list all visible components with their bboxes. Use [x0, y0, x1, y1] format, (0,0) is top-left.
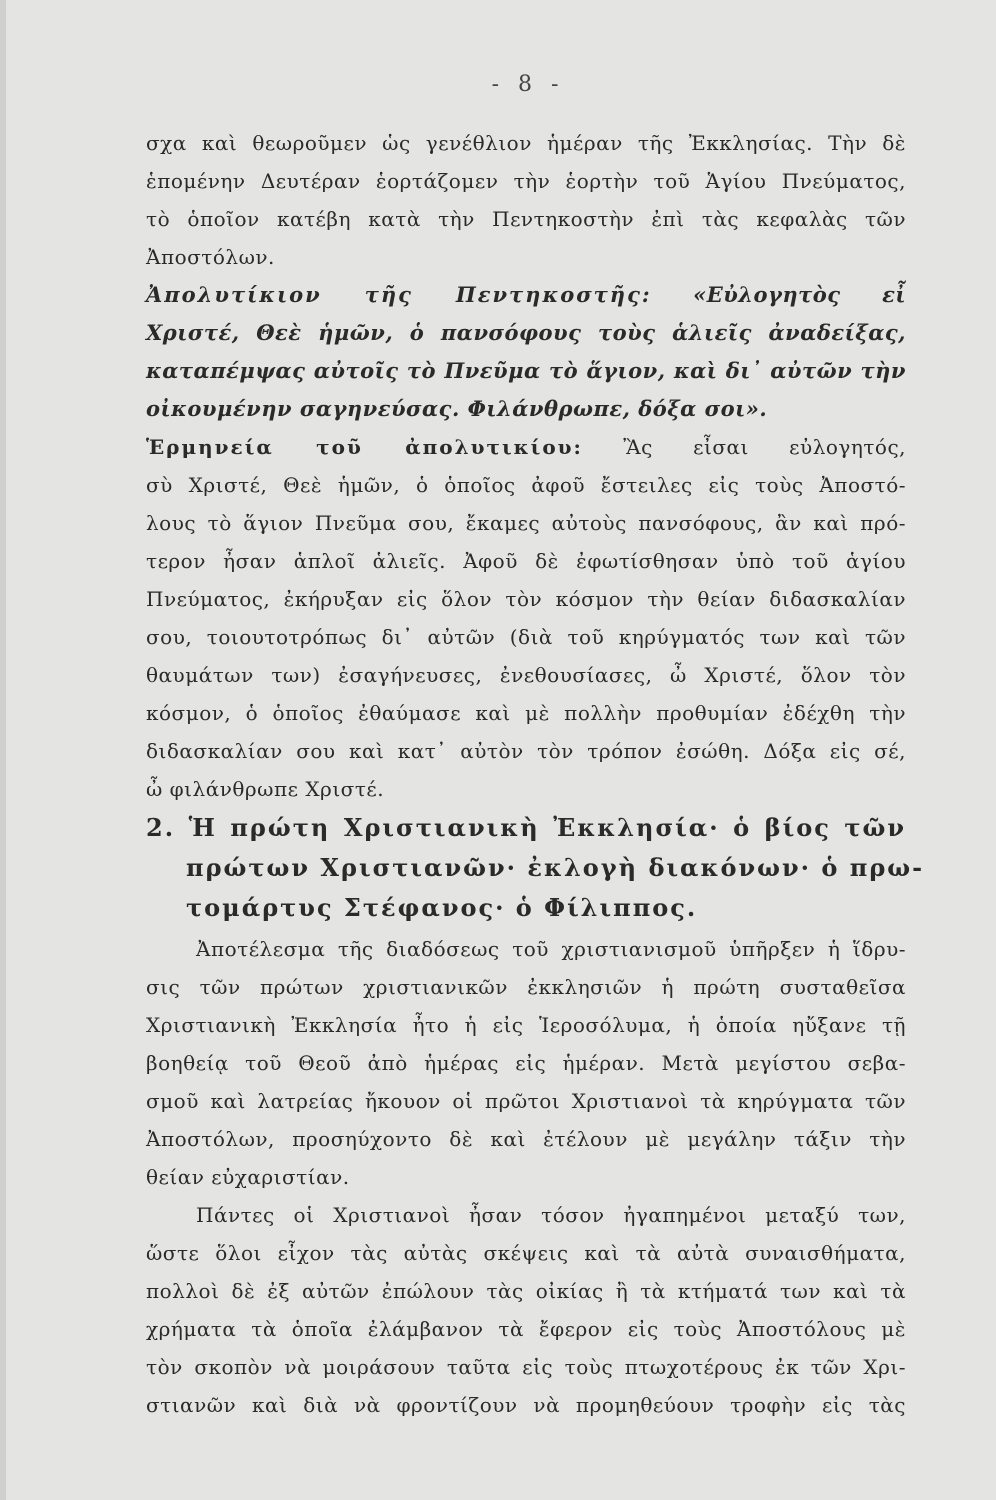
text-line: Χριστέ, Θεὲ ἡμῶν, ὁ πανσόφους τοὺς ἁλιεῖς ἀναδείξας, — [146, 320, 906, 345]
heading-line: τομάρτυς Στέφανος· ὁ Φίλιππος. — [186, 893, 698, 922]
text-line: θείαν εὐχαριστίαν. — [146, 1165, 350, 1189]
interpretation-paragraph — [146, 428, 906, 808]
text-line: ὥστε ὅλοι εἶχον τὰς αὐτὰς σκέψεις καὶ τὰ αὐτὰ συναισθήματα, — [146, 1241, 906, 1265]
text-line: κόσμον, ὁ ὁποῖος ἐθαύμασε καὶ μὲ πολλὴν προθυμίαν ἐδέχθη τὴν — [146, 701, 906, 725]
text-line: σὺ Χριστέ, Θεὲ ἡμῶν, ὁ ὁποῖος ἀφοῦ ἔστειλες εἰς τοὺς Ἀποστό- — [146, 473, 906, 497]
paragraph-opening — [146, 124, 906, 276]
text-line: διδασκαλίαν σου καὶ κατ᾿ αὐτὸν τὸν τρόπον ἐσώθη. Δόξα εἰς σέ, — [146, 739, 906, 763]
text-line: σου, τοιουτοτρόπως δι᾿ αὐτῶν (διὰ τοῦ κηρύγματός των καὶ τῶν — [146, 625, 906, 649]
text-line: τὸ ὁποῖον κατέβη κατὰ τὴν Πεντηκοστὴν ἐπὶ τὰς κεφαλὰς τῶν — [146, 207, 906, 231]
page-number: - 8 - — [491, 72, 565, 97]
heading-line: 2. Ἡ πρώτη Χριστιανικὴ Ἐκκλησία· ὁ βίος τῶν — [146, 813, 906, 842]
apolytikion-title: Ἀπολυτίκιον τῆς Πεντηκοστῆς: — [146, 282, 652, 307]
text-line: λους τὸ ἅγιον Πνεῦμα σου, ἔκαμες αὐτοὺς πανσόφους, ἂν καὶ πρό- — [146, 511, 906, 535]
text-line: στιανῶν καὶ διὰ νὰ φροντίζουν νὰ προμηθεύουν τροφὴν εἰς τὰς — [146, 1393, 906, 1417]
text-line: χρήματα τὰ ὁποῖα ἐλάμβανον τὰ ἔφερον εἰς τοὺς Ἀποστόλους μὲ — [146, 1317, 906, 1341]
text-line: τὸν σκοπὸν νὰ μοιράσουν ταῦτα εἰς τοὺς πτωχοτέρους ἐκ τῶν Χρι- — [146, 1355, 906, 1379]
text-line: ἑπομένην Δευτέραν ἑορτάζομεν τὴν ἑορτὴν τοῦ Ἁγίου Πνεύματος, — [146, 169, 906, 193]
text-line: Χριστιανικὴ Ἐκκλησία ἦτο ἡ εἰς Ἱεροσόλυμα, ἡ ὁποία ηὔξανε τῇ — [146, 1013, 906, 1037]
section-heading — [146, 808, 925, 928]
text-line: Ἑρμηνεία τοῦ ἀπολυτικίου: Ἂς εἶσαι εὐλογητός, — [146, 435, 907, 459]
text-line: πολλοὶ δὲ ἐξ αὐτῶν ἐπώλουν τὰς οἰκίας ἢ τὰ κτήματά των καὶ τὰ — [146, 1279, 906, 1303]
paragraph-first-church — [146, 930, 906, 1196]
paragraph-christians-love — [146, 1196, 906, 1424]
text-line: σις τῶν πρώτων χριστιανικῶν ἐκκλησιῶν ἡ πρώτη συσταθεῖσα — [146, 975, 906, 999]
text-line: Ἀποτέλεσμα τῆς διαδόσεως τοῦ χριστιανισμοῦ ὑπῆρξεν ἡ ἵδρυ- — [196, 937, 906, 961]
text-line: βοηθείᾳ τοῦ Θεοῦ ἀπὸ ἡμέρας εἰς ἡμέραν. Μετὰ μεγίστου σεβα- — [146, 1051, 906, 1075]
heading-line: πρώτων Χριστιανῶν· ἐκλογὴ διακόνων· ὁ πρω- — [186, 853, 925, 882]
apolytikion-paragraph — [146, 276, 906, 428]
text-line: θαυμάτων των) ἐσαγήνευσες, ἐνεθουσίασες, ὦ Χριστέ, ὅλον τὸν — [146, 663, 906, 687]
text-line: Πνεύματος, ἐκήρυξαν εἰς ὅλον τὸν κόσμον τὴν θείαν διδασκαλίαν — [146, 587, 906, 611]
text-line: οἰκουμένην σαγηνεύσας. Φιλάνθρωπε, δόξα σοι». — [146, 396, 768, 421]
text-line: σμοῦ καὶ λατρείας ἤκουον οἱ πρῶτοι Χριστιανοὶ τὰ κηρύγματα τῶν — [146, 1089, 906, 1113]
text-line: σχα καὶ θεωροῦμεν ὡς γενέθλιον ἡμέραν τῆς Ἐκκλησίας. Τὴν δὲ — [146, 131, 906, 155]
text-line: Πάντες οἱ Χριστιανοὶ ἦσαν τόσον ἠγαπημένοι μεταξύ των, — [196, 1203, 906, 1227]
text-line: Ἀποστόλων. — [146, 245, 275, 269]
interpretation-title: Ἑρμηνεία τοῦ ἀπολυτικίου: — [146, 435, 583, 459]
text-line: καταπέμψας αὐτοῖς τὸ Πνεῦμα τὸ ἅγιον, καὶ δι᾿ αὐτῶν τὴν — [146, 358, 906, 383]
text-line: Ἀπολυτίκιον τῆς Πεντηκοστῆς: «Εὐλογητὸς εἶ — [146, 282, 907, 307]
text-line: ὦ φιλάνθρωπε Χριστέ. — [146, 777, 385, 801]
scan-edge — [0, 0, 6, 1500]
text-line: τερον ἦσαν ἁπλοῖ ἁλιεῖς. Ἀφοῦ δὲ ἐφωτίσθησαν ὑπὸ τοῦ ἁγίου — [146, 549, 906, 573]
text-line: Ἀποστόλων, προσηύχοντο δὲ καὶ ἐτέλουν μὲ μεγάλην τάξιν τὴν — [146, 1127, 906, 1151]
